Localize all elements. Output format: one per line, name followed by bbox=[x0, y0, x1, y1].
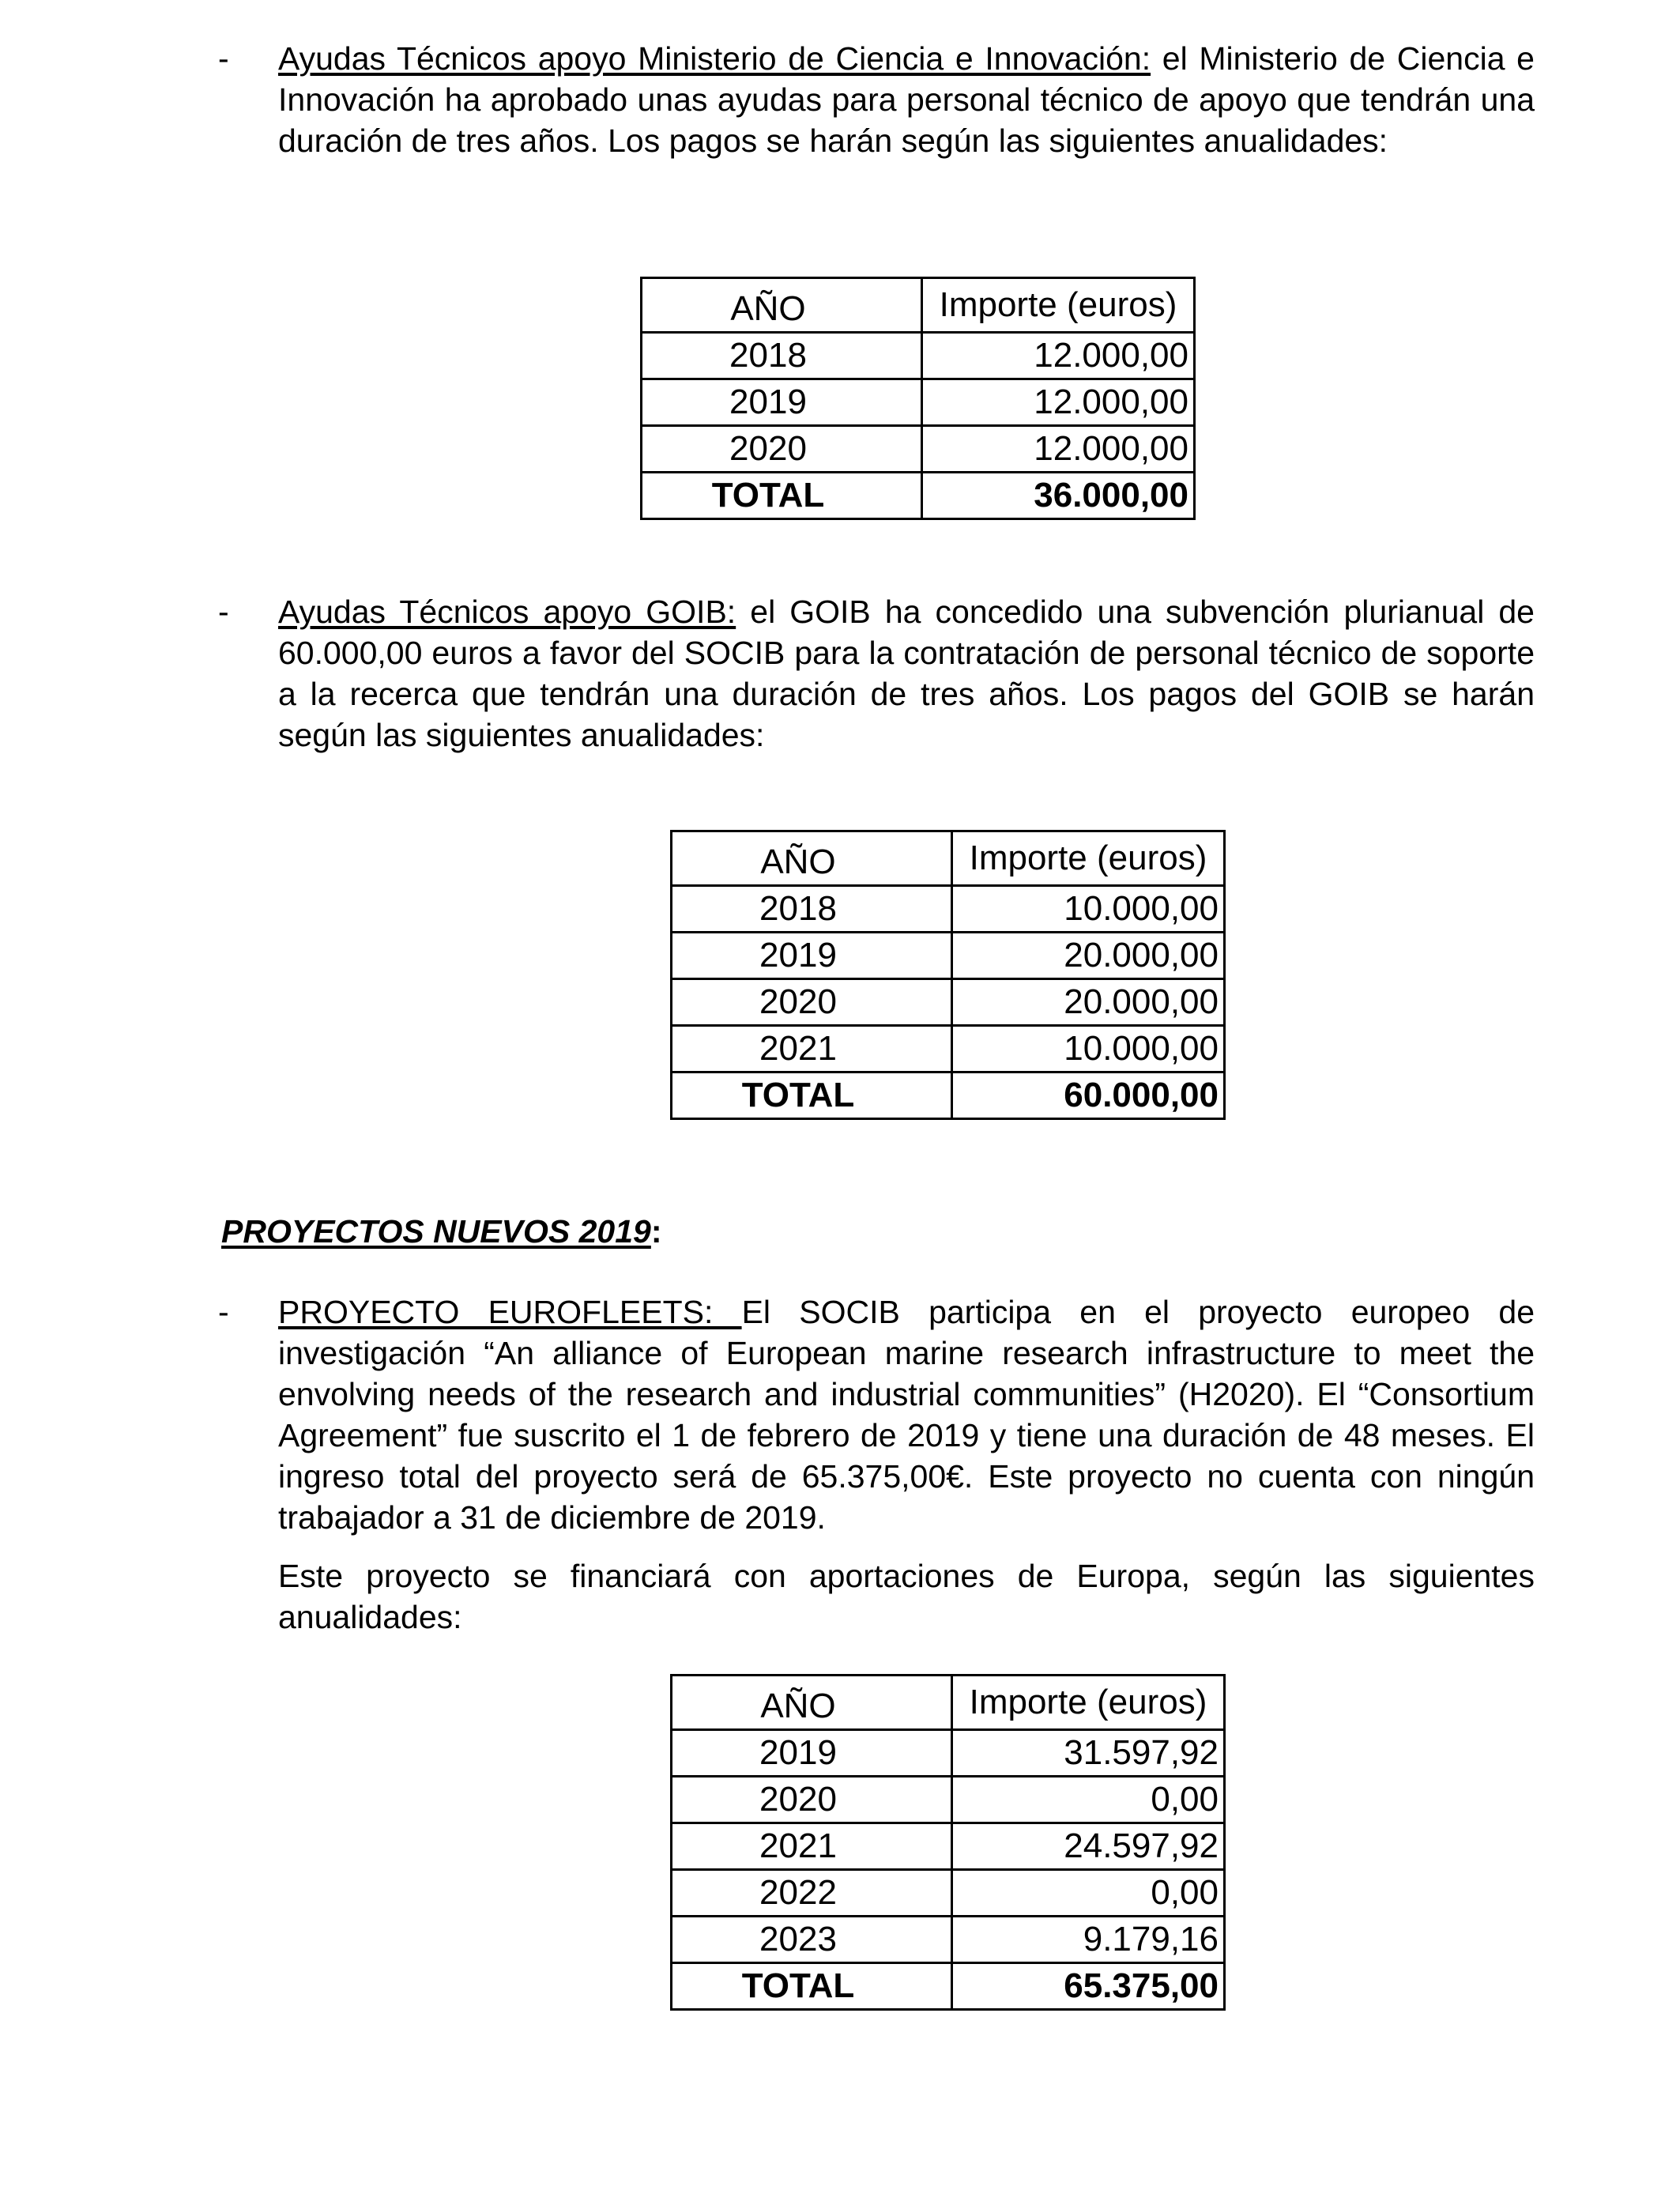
table-goib bbox=[670, 830, 1226, 1120]
cell-amount: 12.000,00 bbox=[922, 333, 1195, 379]
cell-year: 2022 bbox=[672, 1870, 952, 1917]
cell-amount: 12.000,00 bbox=[922, 379, 1195, 426]
table-ministerio bbox=[640, 277, 1196, 520]
header-year: AÑO bbox=[642, 278, 922, 333]
paragraph-ministerio bbox=[278, 38, 1535, 161]
table-total-row bbox=[642, 473, 1195, 519]
table-row bbox=[672, 1823, 1225, 1870]
cell-amount: 12.000,00 bbox=[922, 426, 1195, 473]
cell-amount: 10.000,00 bbox=[952, 1026, 1225, 1072]
table-row bbox=[642, 426, 1195, 473]
header-amount: Importe (euros) bbox=[952, 1676, 1225, 1730]
header-year: AÑO bbox=[672, 1676, 952, 1730]
cell-amount: 20.000,00 bbox=[952, 979, 1225, 1026]
header-year: AÑO bbox=[672, 831, 952, 886]
cell-year: 2018 bbox=[642, 333, 922, 379]
lead-eurofleets: PROYECTO EUROFLEETS: bbox=[278, 1294, 742, 1330]
total-amount: 65.375,00 bbox=[952, 1963, 1225, 2010]
paragraph-eurofleets-funding: Este proyecto se financiará con aportaciones de Europa, según las siguientes anualidades: bbox=[278, 1558, 1535, 1635]
total-amount: 36.000,00 bbox=[922, 473, 1195, 519]
table-row bbox=[672, 1777, 1225, 1823]
table-row bbox=[672, 886, 1225, 933]
section-ministerio bbox=[218, 38, 1535, 161]
cell-year: 2021 bbox=[672, 1026, 952, 1072]
text-eurofleets: El SOCIB participa en el proyecto europeo de investigación “An alliance of European marine research infrastructure to meet the envolving needs of the research and industrial communities” (H2020). El “Consortium Agreement” fue suscrito el 1 de febrero de 2019 y tiene una duración de 48 meses. El ingreso total del proyecto será de 65.375,00€. Este proyecto no cuenta con ningún trabajador a 31 de diciembre de 2019. bbox=[278, 1294, 1535, 1536]
table-header-row bbox=[642, 278, 1195, 333]
header-amount: Importe (euros) bbox=[952, 831, 1225, 886]
cell-year: 2021 bbox=[672, 1823, 952, 1870]
bullet-dash: - bbox=[218, 40, 229, 77]
text-goib: el GOIB ha concedido una subvención plurianual de 60.000,00 euros a favor del SOCIB para la contratación de personal técnico de soporte a la recerca que tendrán una duración de tres años. Los pagos del GOIB se harán según las siguientes anualidades: bbox=[278, 594, 1535, 753]
table-row bbox=[672, 1730, 1225, 1777]
section-heading bbox=[221, 1211, 662, 1252]
table-row bbox=[642, 333, 1195, 379]
table-row bbox=[672, 1917, 1225, 1963]
lead-goib: Ayudas Técnicos apoyo GOIB: bbox=[278, 594, 736, 630]
total-label: TOTAL bbox=[672, 1072, 952, 1119]
table-header-row bbox=[672, 1676, 1225, 1730]
paragraph-eurofleets bbox=[278, 1291, 1535, 1538]
text-ministerio: el Ministerio de Ciencia e Innovación ha aprobado unas ayudas para personal técnico de apoyo que tendrán una duración de tres años. Los pagos se harán según las siguientes anualidades: bbox=[278, 40, 1535, 159]
total-label: TOTAL bbox=[672, 1963, 952, 2010]
table-row bbox=[672, 1870, 1225, 1917]
heading-text: PROYECTOS NUEVOS 2019 bbox=[221, 1213, 651, 1250]
cell-year: 2023 bbox=[672, 1917, 952, 1963]
bullet-dash: - bbox=[218, 594, 229, 630]
table-row bbox=[672, 979, 1225, 1026]
lead-ministerio: Ayudas Técnicos apoyo Ministerio de Ciencia e Innovación: bbox=[278, 40, 1151, 77]
heading-colon: : bbox=[650, 1213, 662, 1250]
table-total-row bbox=[672, 1963, 1225, 2010]
header-amount: Importe (euros) bbox=[922, 278, 1195, 333]
total-amount: 60.000,00 bbox=[952, 1072, 1225, 1119]
cell-amount: 20.000,00 bbox=[952, 933, 1225, 979]
table-row bbox=[672, 933, 1225, 979]
cell-year: 2019 bbox=[672, 933, 952, 979]
cell-amount: 9.179,16 bbox=[952, 1917, 1225, 1963]
total-label: TOTAL bbox=[642, 473, 922, 519]
cell-amount: 24.597,92 bbox=[952, 1823, 1225, 1870]
table-row bbox=[672, 1026, 1225, 1072]
cell-amount: 31.597,92 bbox=[952, 1730, 1225, 1777]
cell-year: 2020 bbox=[672, 979, 952, 1026]
paragraph-goib bbox=[278, 591, 1535, 756]
table-total-row bbox=[672, 1072, 1225, 1119]
cell-year: 2020 bbox=[672, 1777, 952, 1823]
cell-year: 2018 bbox=[672, 886, 952, 933]
cell-amount: 0,00 bbox=[952, 1870, 1225, 1917]
section-eurofleets bbox=[218, 1291, 1535, 1638]
table-eurofleets bbox=[670, 1674, 1226, 2011]
cell-year: 2019 bbox=[642, 379, 922, 426]
cell-year: 2020 bbox=[642, 426, 922, 473]
table-header-row bbox=[672, 831, 1225, 886]
cell-amount: 0,00 bbox=[952, 1777, 1225, 1823]
cell-year: 2019 bbox=[672, 1730, 952, 1777]
cell-amount: 10.000,00 bbox=[952, 886, 1225, 933]
bullet-dash: - bbox=[218, 1294, 229, 1330]
section-goib bbox=[218, 591, 1535, 756]
table-row bbox=[642, 379, 1195, 426]
